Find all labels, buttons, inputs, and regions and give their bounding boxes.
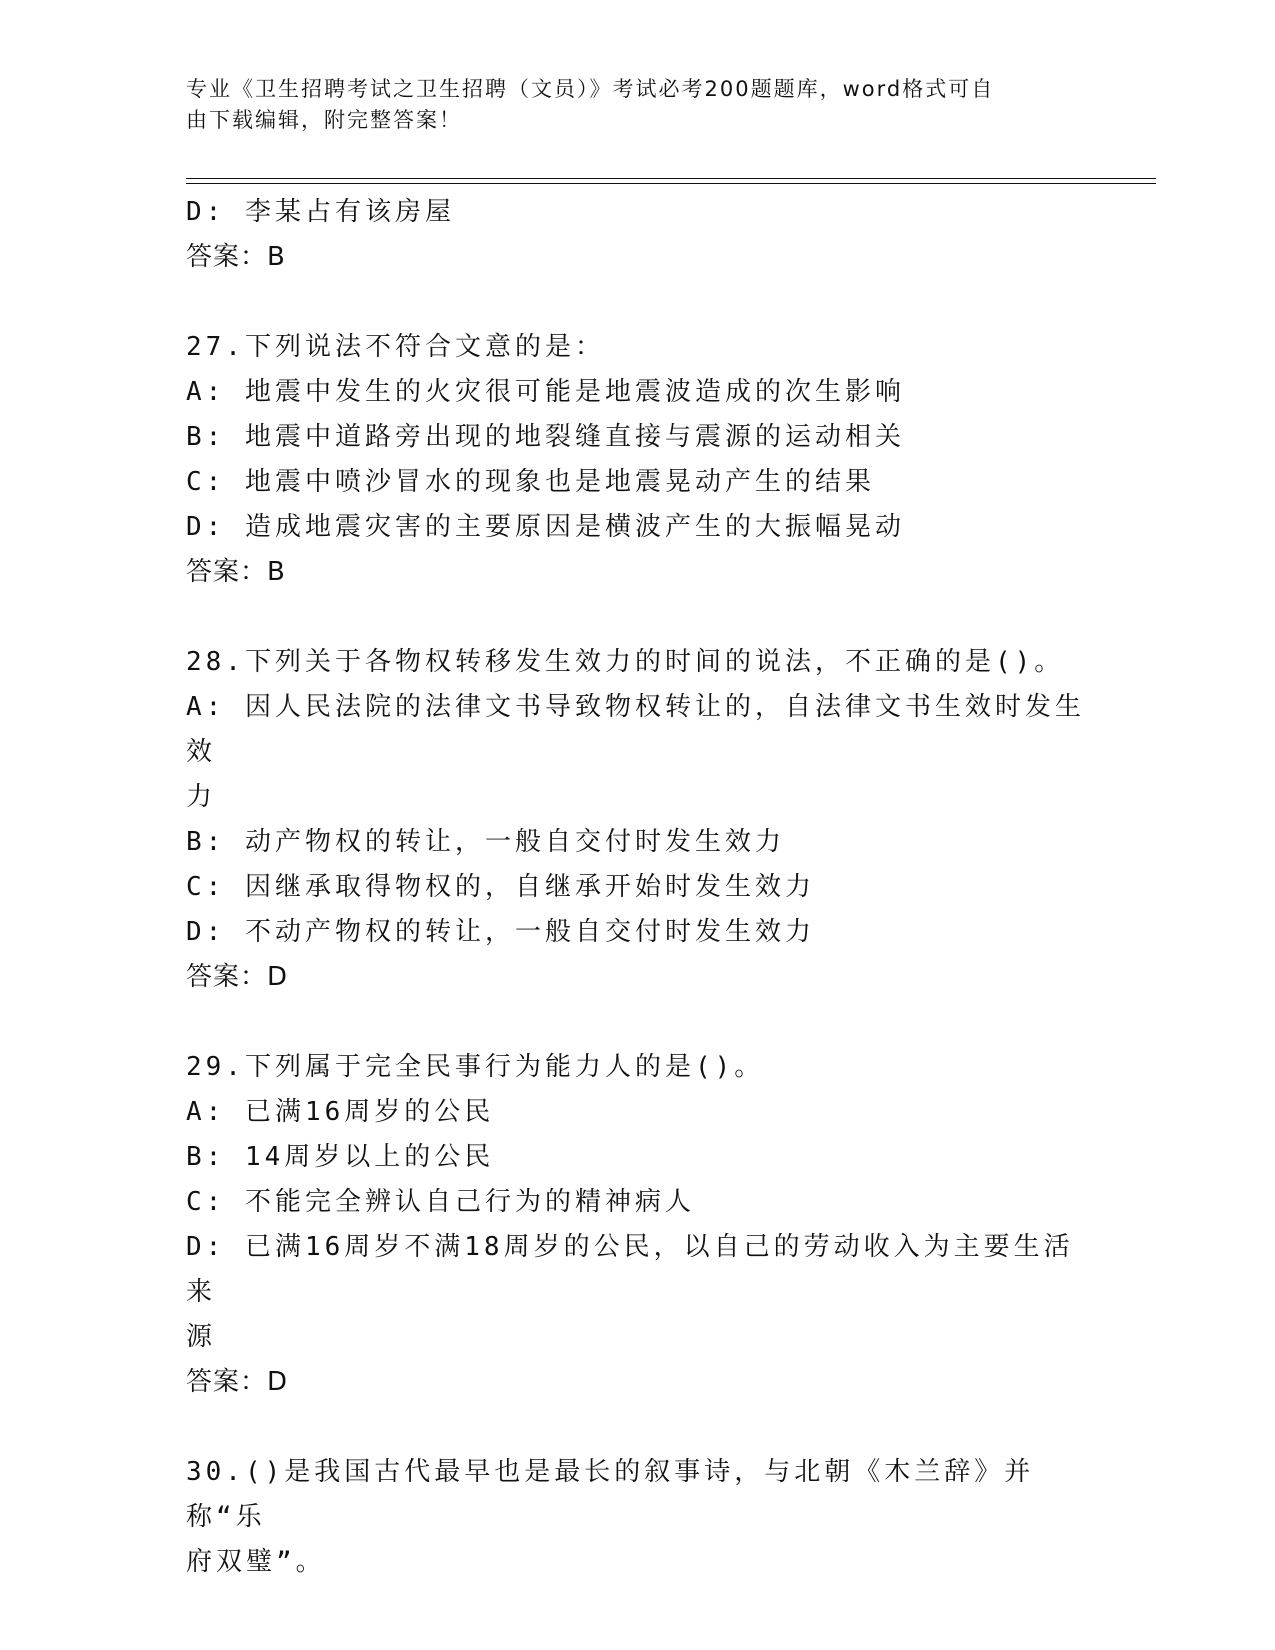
q28-option-c: C: 因继承取得物权的，自继承开始时发生效力 xyxy=(186,872,815,902)
q27-option-c: C: 地震中喷沙冒水的现象也是地震晃动产生的结果 xyxy=(186,467,875,497)
q27-option-b: B: 地震中道路旁出现的地裂缝直接与震源的运动相关 xyxy=(186,422,905,452)
q28-answer: 答案：D xyxy=(186,962,289,992)
q28-option-b: B: 动产物权的转让，一般自交付时发生效力 xyxy=(186,827,785,857)
q29-option-b: B: 14周岁以上的公民 xyxy=(186,1142,495,1172)
q27-stem: 27.下列说法不符合文意的是： xyxy=(186,332,605,362)
q28-option-a-cont: 力 xyxy=(186,782,217,812)
q30-stem: 30.()是我国古代最早也是最长的叙事诗，与北朝《木兰辞》并称“乐 xyxy=(186,1457,1035,1532)
header-line-1: 专业《卫生招聘考试之卫生招聘（文员）》考试必考200题题库，word格式可自 xyxy=(186,77,995,101)
q28-option-a: A: 因人民法院的法律文书导致物权转让的，自法律文书生效时发生效 xyxy=(186,692,1085,767)
q28-stem: 28.下列关于各物权转移发生效力的时间的说法，不正确的是()。 xyxy=(186,647,1065,677)
q29-answer: 答案：D xyxy=(186,1367,289,1397)
prev-answer: 答案：B xyxy=(186,242,286,272)
q30-stem-cont: 府双璧”。 xyxy=(186,1547,326,1577)
q29-option-c: C: 不能完全辨认自己行为的精神病人 xyxy=(186,1187,695,1217)
question-list xyxy=(186,190,1086,1585)
header-divider-bottom xyxy=(186,183,1156,184)
q27-option-a: A: 地震中发生的火灾很可能是地震波造成的次生影响 xyxy=(186,377,905,407)
header-line-2: 由下载编辑，附完整答案！ xyxy=(186,108,462,132)
document-header xyxy=(186,74,1066,136)
header-divider-top xyxy=(186,178,1156,179)
q29-stem: 29.下列属于完全民事行为能力人的是()。 xyxy=(186,1052,765,1082)
q27-answer: 答案：B xyxy=(186,557,286,587)
q27-option-d: D: 造成地震灾害的主要原因是横波产生的大振幅晃动 xyxy=(186,512,905,542)
prev-option-d: D: 李某占有该房屋 xyxy=(186,197,455,227)
q29-option-d-cont: 源 xyxy=(186,1322,217,1352)
q28-option-d: D: 不动产物权的转让，一般自交付时发生效力 xyxy=(186,917,815,947)
q29-option-d: D: 已满16周岁不满18周岁的公民，以自己的劳动收入为主要生活来 xyxy=(186,1232,1074,1307)
q29-option-a: A: 已满16周岁的公民 xyxy=(186,1097,495,1127)
